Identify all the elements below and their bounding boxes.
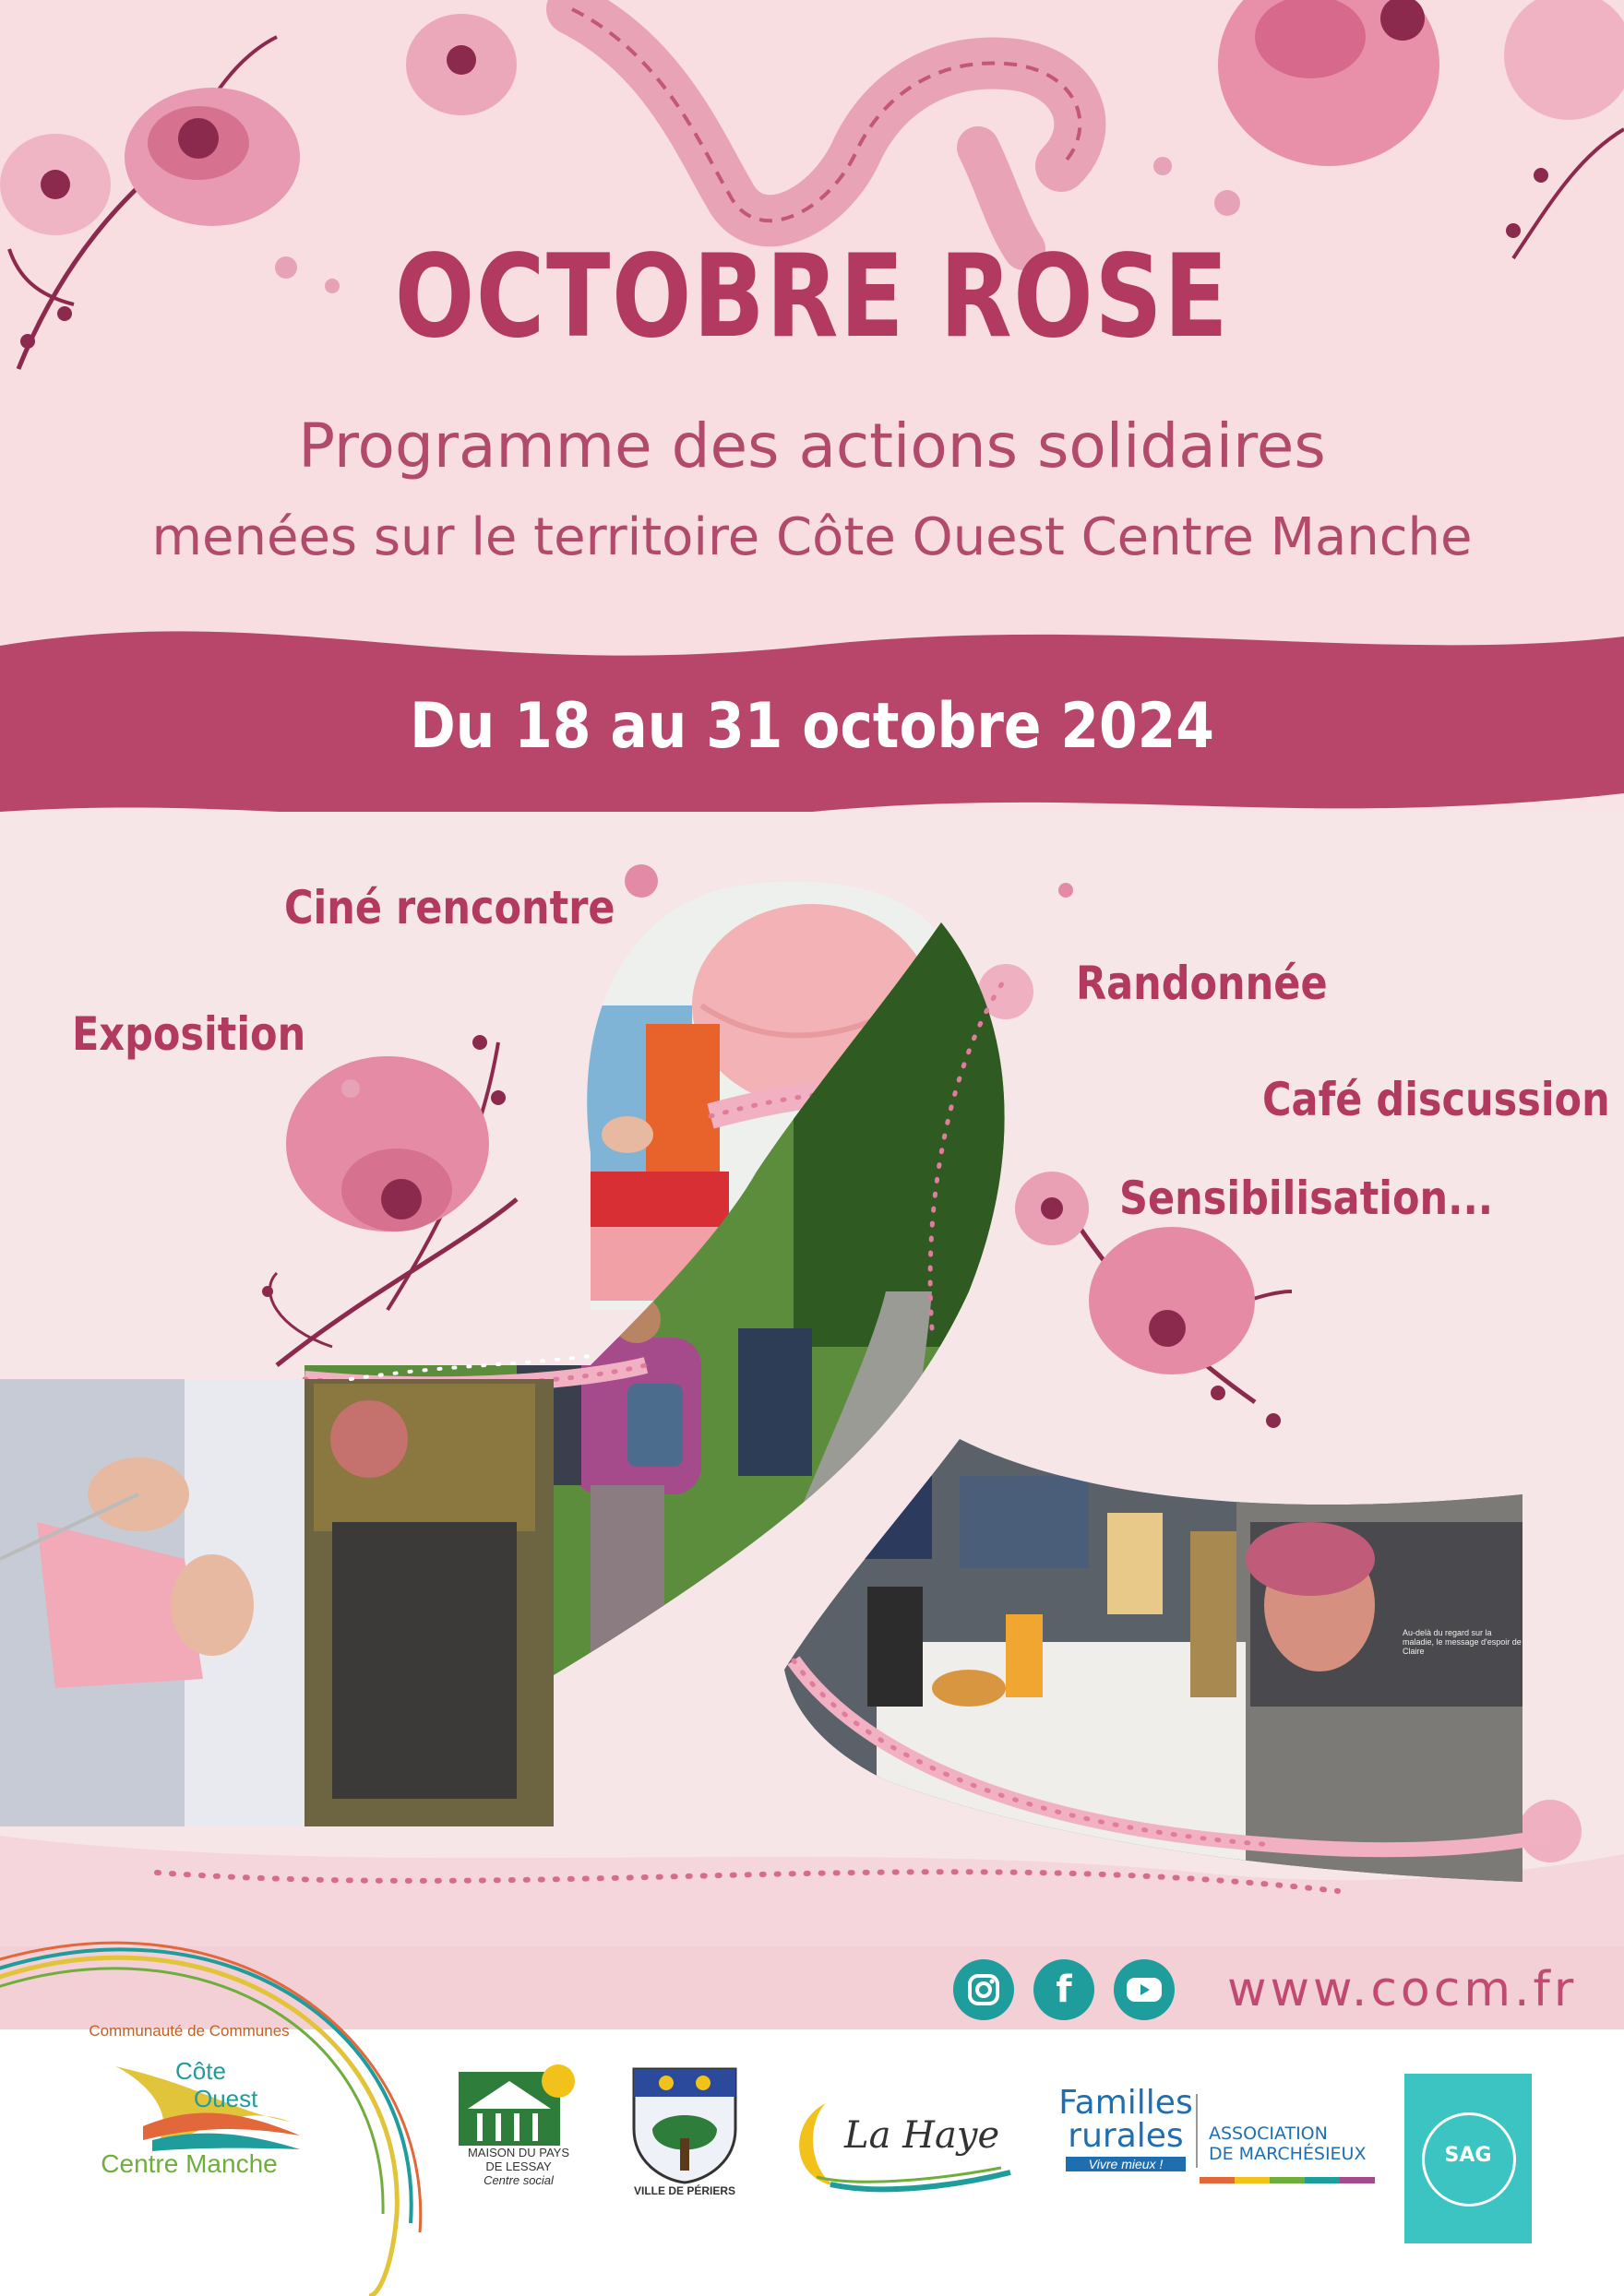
activity-sensibilisation: Sensibilisation...	[1119, 1172, 1494, 1225]
logo-la-haye	[789, 2094, 1020, 2195]
logo-asso-marchesieux	[1200, 2124, 1375, 2183]
asso-line-1: ASSOCIATION	[1209, 2124, 1328, 2144]
familles-line-1: Familles	[1058, 2084, 1193, 2122]
logo-sag	[1404, 2074, 1532, 2243]
lessay-line-3: Centre social	[484, 2173, 554, 2187]
logo-cocm	[55, 2022, 323, 2179]
lahaye-label: La Haye	[844, 2114, 1000, 2157]
sag-label: SAG	[1444, 2144, 1492, 2167]
periers-label: VILLE DE PÉRIERS	[633, 2184, 736, 2197]
cocm-centre: Centre Manche	[101, 2149, 278, 2178]
logo-maison-lessay	[445, 2063, 592, 2187]
periers-crest-icon	[625, 2064, 745, 2184]
logo-divider	[1196, 2094, 1198, 2168]
activity-cine-rencontre: Ciné rencontre	[284, 881, 615, 934]
cocm-header: Communauté de Communes	[89, 2022, 290, 2040]
cocm-cote: Côte	[175, 2057, 226, 2085]
photo-knitting-hands	[0, 1379, 304, 1831]
cocm-ouest: Ouest	[194, 2085, 258, 2112]
activity-randonnee: Randonnée	[1076, 957, 1328, 1010]
subtitle-line-2: menées sur le territoire Côte Ouest Centre Manche	[151, 507, 1473, 567]
date-banner: Du 18 au 31 octobre 2024	[410, 690, 1214, 763]
familles-line-2: rurales	[1068, 2117, 1184, 2155]
photo-caption: Au-delà du regard sur la maladie, le message d'espoir de Claire	[1403, 1628, 1522, 1656]
asso-line-2: DE MARCHÉSIEUX	[1209, 2144, 1367, 2164]
asso-color-strip	[1200, 2177, 1375, 2183]
website-link[interactable]: www.cocm.fr	[1227, 1962, 1578, 2017]
page-title: OCTOBRE ROSE	[394, 231, 1230, 363]
activity-exposition: Exposition	[72, 1007, 306, 1061]
lessay-line-1: MAISON DU PAYS	[467, 2146, 570, 2159]
familles-tagline: Vivre mieux !	[1066, 2157, 1186, 2171]
activity-cafe-discussion: Café discussion	[1262, 1073, 1610, 1126]
instagram-icon[interactable]	[953, 1959, 1014, 2020]
logo-periers	[620, 2064, 749, 2197]
facebook-icon[interactable]: f	[1033, 1959, 1094, 2020]
subtitle-line-1: Programme des actions solidaires	[298, 410, 1326, 482]
youtube-icon[interactable]	[1114, 1959, 1175, 2020]
logo-familles-rurales	[1057, 2084, 1195, 2171]
lessay-line-2: DE LESSAY	[485, 2159, 552, 2173]
lessay-house-icon	[449, 2063, 588, 2146]
